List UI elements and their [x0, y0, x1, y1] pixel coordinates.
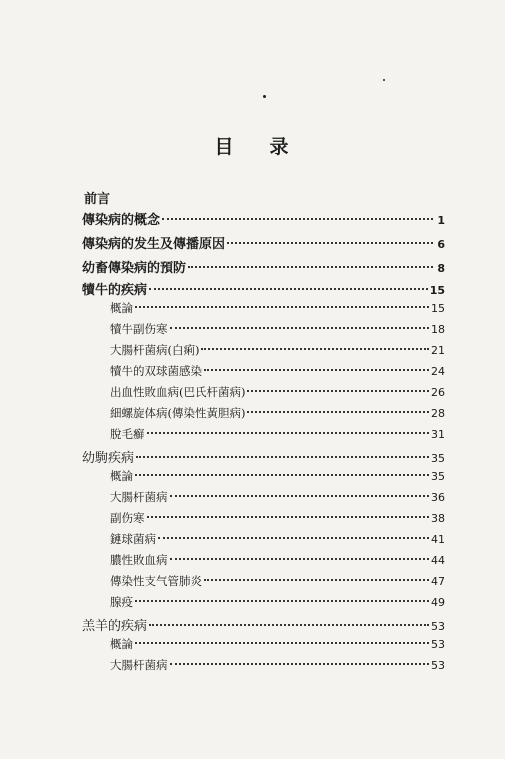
toc-entry-label: 幼畜傳染病的預防 — [82, 261, 187, 276]
toc-entry-label: 概論 — [110, 637, 133, 651]
dot-leader — [247, 411, 429, 413]
dot-leader — [135, 642, 429, 644]
toc-page-number: 15 — [429, 284, 445, 297]
preface-heading: 前言 — [84, 192, 111, 207]
toc-entry-label: 出血性敗血病(巴氏杆菌病) — [110, 385, 246, 399]
toc-entry — [82, 279, 445, 298]
toc-entry-label: 傳染性支气管肺炎 — [110, 574, 202, 588]
toc-entry — [82, 447, 445, 466]
toc-subentry — [110, 384, 445, 400]
toc-entry — [82, 209, 445, 228]
toc-page-number: 24 — [431, 365, 445, 378]
dot-leader — [135, 306, 429, 308]
toc-page-number: 26 — [431, 386, 445, 399]
toc-entry-label: 大腸杆菌病(白痢) — [110, 343, 200, 357]
dot-leader — [204, 369, 429, 371]
toc-entry — [82, 233, 445, 252]
toc-subentry — [110, 594, 445, 610]
dot-leader — [147, 516, 430, 518]
print-speck — [383, 79, 385, 81]
toc-entry-label: 細螺旋体病(傳染性黃胆病) — [110, 406, 246, 420]
toc-entry-label: 概論 — [110, 301, 133, 315]
toc-subentry — [110, 531, 445, 547]
toc-page-number: 15 — [431, 302, 445, 315]
toc-subentry — [110, 363, 445, 379]
dot-leader — [247, 390, 429, 392]
toc-subentry — [110, 657, 445, 673]
toc-subentry — [110, 489, 445, 505]
toc-page-number: 49 — [431, 596, 445, 609]
dot-leader — [158, 537, 429, 539]
toc-entry — [82, 257, 445, 276]
toc-entry-label: 傳染病的概念 — [82, 213, 161, 228]
dot-leader — [170, 663, 430, 665]
toc-subentry — [110, 468, 445, 484]
toc-subentry — [110, 510, 445, 526]
toc-page-number: 53 — [431, 659, 445, 672]
dot-leader — [170, 327, 430, 329]
toc-subentry — [110, 426, 445, 442]
dot-leader — [227, 242, 433, 244]
title-char-right: 录 — [269, 136, 291, 158]
page-title — [0, 132, 505, 159]
toc-subentry — [110, 321, 445, 337]
dot-leader — [135, 600, 429, 602]
print-speck — [263, 95, 266, 98]
toc-page-number: 47 — [431, 575, 445, 588]
toc-subentry — [110, 300, 445, 316]
dot-leader — [149, 288, 428, 290]
title-char-left: 目 — [214, 136, 236, 158]
toc-page-number: 38 — [431, 512, 445, 525]
toc-entry-label: 犢牛副伤寒 — [110, 322, 168, 336]
dot-leader — [162, 218, 433, 220]
dot-leader — [136, 456, 429, 458]
toc-page-number: 18 — [431, 323, 445, 336]
toc-entry-label: 傳染病的发生及傳播原因 — [82, 237, 226, 252]
toc-page-number: 44 — [431, 554, 445, 567]
toc-page-number: 41 — [431, 533, 445, 546]
toc-page-number: 36 — [431, 491, 445, 504]
toc-page-number: 31 — [431, 428, 445, 441]
toc-entry-label: 膿性敗血病 — [110, 553, 168, 567]
toc-page-number: 1 — [437, 214, 445, 227]
toc-subentry — [110, 636, 445, 652]
toc-page-number: 28 — [431, 407, 445, 420]
toc-page-number: 6 — [437, 238, 445, 251]
toc-page-number: 35 — [431, 470, 445, 483]
dot-leader — [170, 495, 430, 497]
toc-entry-label: 幼駒疾病 — [82, 451, 135, 466]
toc-subentry — [110, 573, 445, 589]
dot-leader — [204, 579, 429, 581]
toc-subentry — [110, 342, 445, 358]
dot-leader — [201, 348, 429, 350]
toc-entry-label: 概論 — [110, 469, 133, 483]
toc-entry-label: 犢牛的疾病 — [82, 283, 148, 298]
toc-entry — [82, 615, 445, 634]
toc-subentry — [110, 552, 445, 568]
dot-leader — [149, 624, 429, 626]
toc-entry-label: 犢牛的双球菌感染 — [110, 364, 202, 378]
toc-entry-label: 脫毛癬 — [110, 427, 145, 441]
toc-entry-label: 鏈球菌病 — [110, 532, 156, 546]
toc-page-number: 53 — [431, 638, 445, 651]
dot-leader — [188, 266, 433, 268]
toc-entry-label: 大腸杆菌病 — [110, 658, 168, 672]
toc-entry-label: 羔羊的疾病 — [82, 619, 148, 634]
dot-leader — [147, 432, 430, 434]
toc-page-number: 53 — [431, 620, 445, 633]
toc-entry-label: 大腸杆菌病 — [110, 490, 168, 504]
toc-page-number: 8 — [437, 262, 445, 275]
toc-page-number: 35 — [431, 452, 445, 465]
dot-leader — [170, 558, 430, 560]
toc-page-number: 21 — [431, 344, 445, 357]
toc-subentry — [110, 405, 445, 421]
toc-entry-label: 副伤寒 — [110, 511, 145, 525]
toc-entry-label: 腺疫 — [110, 595, 133, 609]
dot-leader — [135, 474, 429, 476]
